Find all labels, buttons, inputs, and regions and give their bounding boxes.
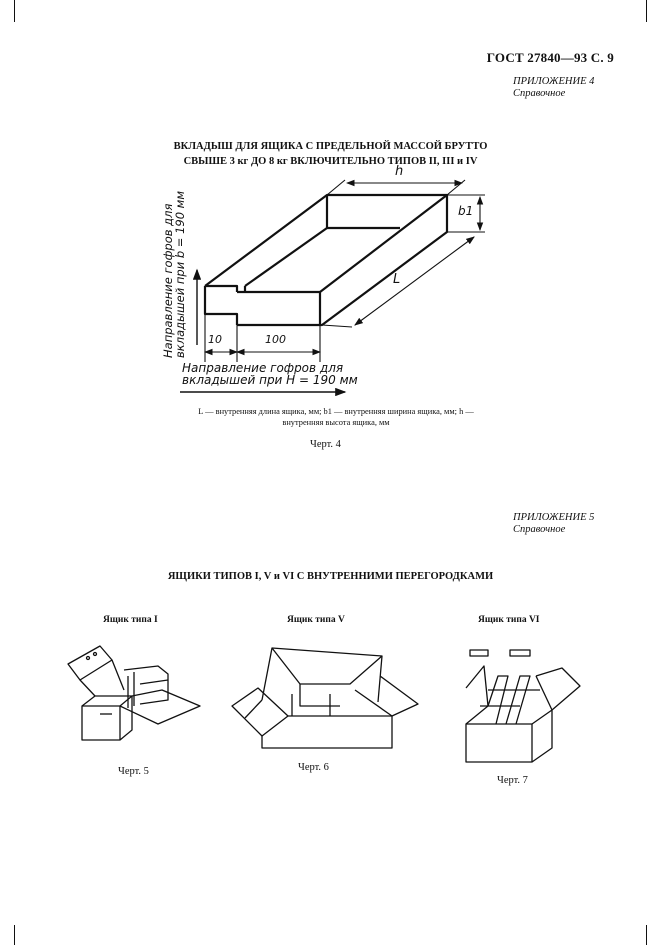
dim-100-label: 100 xyxy=(265,333,286,346)
figure-4-caption: Черт. 4 xyxy=(310,439,341,450)
box-type-5-label: Ящик типа V xyxy=(287,615,345,625)
section-4-title-line2: СВЫШЕ 3 кг ДО 8 кг ВКЛЮЧИТЕЛЬНО ТИПОВ II, III и IV xyxy=(183,156,478,167)
appendix-5-type: Справочное xyxy=(513,524,566,535)
appendix-5-title: ПРИЛОЖЕНИЕ 5 xyxy=(513,512,595,523)
box-type-6-drawing xyxy=(466,650,580,762)
horizontal-corrugation-line2: вкладышей при H = 190 мм xyxy=(182,373,358,387)
figure-6-caption: Черт. 6 xyxy=(298,762,329,773)
figure-7-caption: Черт. 7 xyxy=(497,775,528,786)
horizontal-corrugation-line1: Направление гофров для xyxy=(182,361,344,375)
box-type-6-label: Ящик типа VI xyxy=(478,615,540,625)
section-4-title-line1: ВКЛАДЫШ ДЛЯ ЯЩИКА С ПРЕДЕЛЬНОЙ МАССОЙ БРУТТО xyxy=(173,141,488,152)
legend-line2: внутренняя высота ящика, мм xyxy=(282,418,390,427)
figure-5-caption: Черт. 5 xyxy=(118,766,149,777)
legend-line1: L — внутренняя длина ящика, мм; b1 — внутренняя ширина ящика, мм; h — xyxy=(198,407,474,416)
vertical-corrugation-line1: Направление гофров для xyxy=(161,203,175,358)
appendix-4-type: Справочное xyxy=(513,88,566,99)
box-type-1-drawing xyxy=(68,646,200,740)
dim-l-label: L xyxy=(393,272,401,287)
box-type-5-drawing xyxy=(232,648,418,748)
vertical-corrugation-line2: вкладышей при b = 190 мм xyxy=(173,190,187,358)
appendix-4-title: ПРИЛОЖЕНИЕ 4 xyxy=(513,76,595,87)
dim-b1-label: b1 xyxy=(458,204,474,218)
section-5-title: ЯЩИКИ ТИПОВ I, V и VI С ВНУТРЕННИМИ ПЕРЕГОРОДКАМИ xyxy=(167,571,494,582)
page-header: ГОСТ 27840—93 С. 9 xyxy=(486,50,614,65)
dim-h-label: h xyxy=(395,164,404,179)
box-type-1-label: Ящик типа I xyxy=(103,615,158,625)
dim-10-label: 10 xyxy=(208,333,222,346)
